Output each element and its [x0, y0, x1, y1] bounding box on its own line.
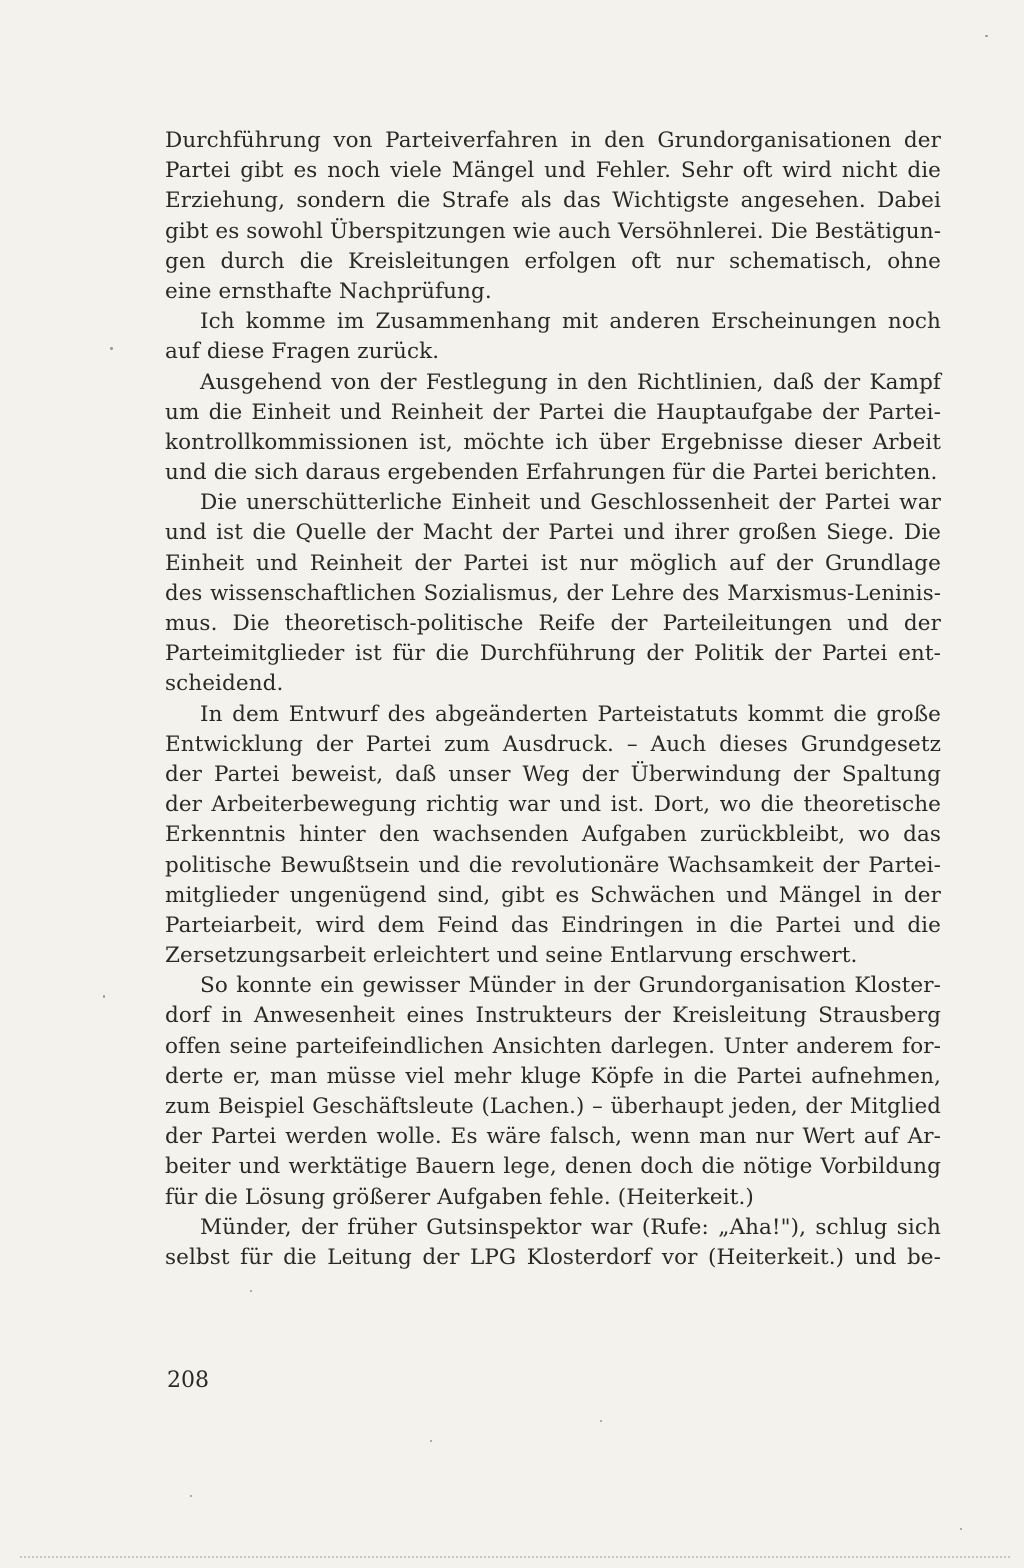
text-line: und die sich daraus ergebenden Erfahrungen für die Partei berichten.: [165, 460, 938, 486]
text-line: offen seine parteifeindlichen Ansichten darlegen. Unter anderem for-: [165, 1033, 941, 1059]
text-line: mitglieder ungenügend sind, gibt es Schwächen und Mängel in der: [165, 882, 941, 908]
text-line: scheidend.: [165, 671, 284, 697]
body-text: [165, 126, 941, 1273]
text-line: der Partei beweist, daß unser Weg der Überwindung der Spaltung: [165, 761, 941, 787]
text-line: Die unerschütterliche Einheit und Geschlossenheit der Partei war: [200, 490, 941, 516]
paper-speck: [110, 347, 113, 350]
text-line: um die Einheit und Reinheit der Partei die Hauptaufgabe der Partei-: [165, 399, 941, 425]
text-line: beiter und werktätige Bauern lege, denen doch die nötige Vorbildung: [165, 1154, 941, 1180]
text-line: für die Lösung größerer Aufgaben fehle. (Heiterkeit.): [165, 1184, 754, 1210]
page-bottom-edge: [20, 1556, 1010, 1558]
paper-speck: [985, 35, 988, 37]
text-line: der Partei werden wolle. Es wäre falsch, wenn man nur Wert auf Ar-: [165, 1124, 941, 1150]
paper-speck: [430, 1440, 432, 1442]
paper-speck: [190, 1495, 192, 1497]
text-line: Erkenntnis hinter den wachsenden Aufgaben zurückbleibt, wo das: [165, 822, 941, 848]
text-line: mus. Die theoretisch-politische Reife der Parteileitungen und der: [165, 611, 941, 636]
text-line: gibt es sowohl Überspitzungen wie auch Versöhnlerei. Die Bestätigun-: [165, 218, 942, 244]
text-line: kontrollkommissionen ist, möchte ich über Ergebnisse dieser Arbeit: [165, 429, 941, 455]
text-line: Erziehung, sondern die Strafe als das Wichtigste angesehen. Dabei: [165, 188, 941, 214]
text-line: Münder, der früher Gutsinspektor war (Rufe: „Aha!"), schlug sich: [200, 1214, 941, 1240]
text-line: Durchführung von Parteiverfahren in den Grundorganisationen der: [165, 128, 941, 153]
text-line: Einheit und Reinheit der Partei ist nur möglich auf der Grundlage: [165, 550, 941, 576]
paper-speck: [600, 1420, 602, 1422]
text-line: und ist die Quelle der Macht der Partei und ihrer großen Siege. Die: [165, 520, 941, 546]
text-line: Entwicklung der Partei zum Ausdruck. – Auch dieses Grundgesetz: [165, 731, 941, 757]
text-line: Parteiarbeit, wird dem Feind das Eindringen in die Partei und die: [165, 912, 941, 938]
text-line: gen durch die Kreisleitungen erfolgen oft nur schematisch, ohne: [165, 248, 941, 274]
text-line: auf diese Fragen zurück.: [165, 339, 440, 365]
text-line: der Arbeiterbewegung richtig war und ist. Dort, wo die theoretische: [165, 792, 941, 818]
text-line: Ausgehend von der Festlegung in den Richtlinien, daß der Kampf: [200, 369, 941, 395]
text-line: eine ernsthafte Nachprüfung.: [165, 278, 492, 304]
text-line: Parteimitglieder ist für die Durchführung der Politik der Partei ent-: [165, 641, 941, 667]
text-line: zum Beispiel Geschäftsleute (Lachen.) – überhaupt jeden, der Mitglied: [165, 1094, 941, 1119]
text-line: politische Bewußtsein und die revolutionäre Wachsamkeit der Partei-: [165, 852, 941, 878]
page-number: 208: [167, 1368, 209, 1393]
paper-speck: [250, 1290, 252, 1292]
paper-speck: [103, 995, 105, 998]
text-line: derte er, man müsse viel mehr kluge Köpfe in die Partei aufnehmen,: [165, 1063, 941, 1089]
text-line: So konnte ein gewisser Münder in der Grundorganisation Kloster-: [200, 973, 941, 999]
text-line: Zersetzungsarbeit erleichtert und seine Entlarvung erschwert.: [165, 943, 858, 969]
text-line: In dem Entwurf des abgeänderten Parteistatuts kommt die große: [200, 701, 941, 727]
text-line: des wissenschaftlichen Sozialismus, der Lehre des Marxismus-Leninis-: [165, 580, 941, 606]
text-line: selbst für die Leitung der LPG Klosterdorf vor (Heiterkeit.) und be-: [165, 1244, 941, 1270]
paper-speck: [960, 1528, 962, 1530]
text-line: Partei gibt es noch viele Mängel und Fehler. Sehr oft wird nicht die: [165, 158, 941, 184]
text-line: Ich komme im Zusammenhang mit anderen Erscheinungen noch: [200, 309, 941, 335]
text-line: dorf in Anwesenheit eines Instrukteurs der Kreisleitung Strausberg: [165, 1003, 941, 1029]
